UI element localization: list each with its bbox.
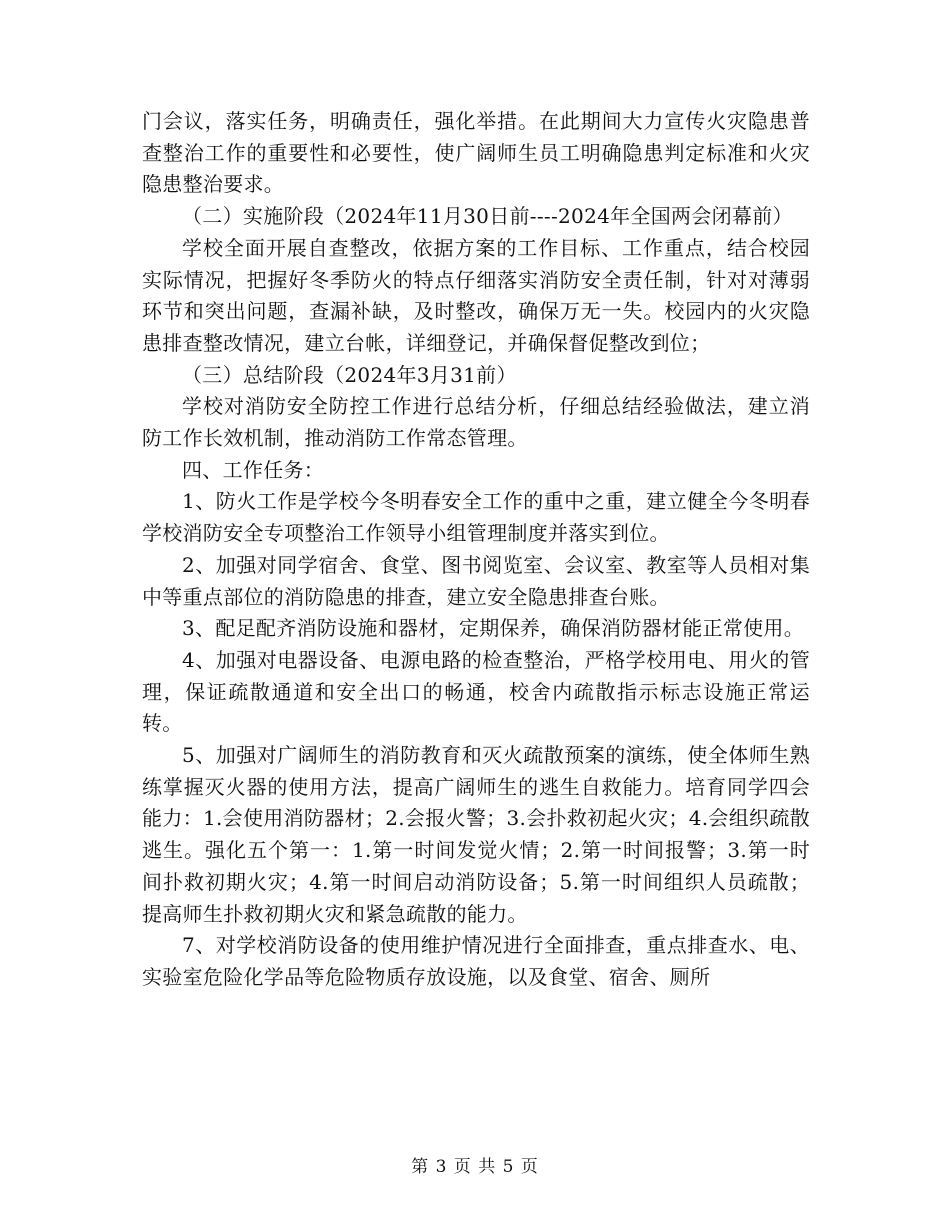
list-item-task-5: 5、加强对广阔师生的消防教育和灭火疏散预案的演练，使全体师生熟练掌握灭火器的使用方法，提高广阔师生的逃生自救能力。培育同学四会能力：1.会使用消防器材；2.会报火警；3.会扑救初起火灾；4.会组织疏散逃生。强化五个第一：1.第一时间发觉火情；2.第一时间报警；3.第一时间扑救初期火灾；4.第一时间启动消防设备；5.第一时间组织人员疏散；提高师生扑救初期火灾和紧急疏散的能力。 [142,743,810,926]
list-item-task-7: 7、对学校消防设备的使用维护情况进行全面排查，重点排查水、电、实验室危险化学品等危险物质存放设施，以及食堂、宿舍、厕所 [142,933,810,989]
paragraph-self-inspection: 学校全面开展自查整改，依据方案的工作目标、工作重点，结合校园实际情况，把握好冬季防火的特点仔细落实消防安全责任制，针对对薄弱环节和突出问题，查漏补缺，及时整改，确保万无一失。校园内的火灾隐患排查整改情况，建立台帐，详细登记，并确保督促整改到位； [142,235,810,355]
heading-summary-stage: （三）总结阶段（2024年3月31前） [182,362,517,387]
list-item-task-2: 2、加强对同学宿舍、食堂、图书阅览室、会议室、教室等人员相对集中等重点部位的消防隐患的排查，建立安全隐患排查台账。 [142,552,810,609]
paragraph-meeting-tasks: 门会议，落实任务，明确责任，强化举措。在此期间大力宣传火灾隐患普查整治工作的重要性和必要性，使广阔师生员工明确隐患判定标准和火灾隐患整治要求。 [142,109,810,197]
document-body [142,106,810,994]
list-item-task-4: 4、加强对电器设备、电源电路的检查整治，严格学校用电、用火的管理，保证疏散通道和安全出口的畅通，校舍内疏散指示标志设施正常运转。 [142,647,810,736]
page-number-footer: 第 3 页 共 5 页 [411,1157,539,1177]
paragraph-summary-analysis: 学校对消防安全防控工作进行总结分析，仔细总结经验做法，建立消防工作长效机制，推动消防工作常态管理。 [142,394,810,451]
heading-implementation-stage: （二）实施阶段（2024年11月30日前----2024年全国两会闭幕前） [182,204,793,229]
list-item-task-3: 3、配足配齐消防设施和器材，定期保养，确保消防器材能正常使用。 [182,616,805,641]
heading-work-tasks: 四、工作任务： [182,457,325,482]
list-item-task-1: 1、防火工作是学校今冬明春安全工作的重中之重，建立健全今冬明春学校消防安全专项整治工作领导小组管理制度并落实到位。 [142,489,810,546]
